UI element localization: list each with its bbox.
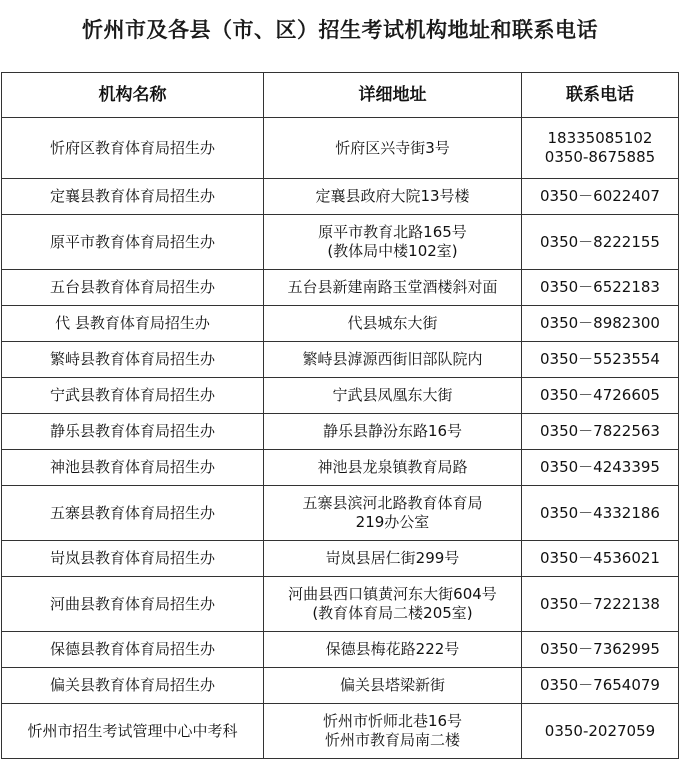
table-row (2, 704, 679, 759)
institution-address (264, 270, 522, 306)
phone-number: 18335085102 (547, 129, 653, 147)
phone-number: 0350－4726605 (540, 386, 660, 404)
institution-name: 代 县教育体育局招生办 (2, 306, 264, 342)
column-header-phone: 联系电话 (522, 73, 679, 118)
institution-address (264, 632, 522, 668)
institution-address (264, 179, 522, 215)
institution-name: 五台县教育体育局招生办 (2, 270, 264, 306)
table-row (2, 541, 679, 577)
table-row (2, 632, 679, 668)
address-line: 原平市教育北路165号 (318, 223, 467, 241)
phone-number: 0350－4243395 (540, 458, 660, 476)
phone-number: 0350-8675885 (544, 148, 656, 166)
institution-address (264, 450, 522, 486)
institution-address (264, 342, 522, 378)
phone-number: 0350－6522183 (540, 278, 660, 296)
institution-address (264, 668, 522, 704)
institution-name: 静乐县教育体育局招生办 (2, 414, 264, 450)
phone-number: 0350－7362995 (540, 640, 660, 658)
address-line: 忻府区兴寺街3号 (335, 138, 450, 157)
column-header-name: 机构名称 (2, 73, 264, 118)
contact-table (1, 72, 679, 759)
institution-phone (522, 118, 679, 179)
column-header-address: 详细地址 (264, 73, 522, 118)
institution-phone (522, 541, 679, 577)
address-line: 偏关县塔梁新街 (339, 676, 445, 694)
institution-name: 繁峙县教育体育局招生办 (2, 342, 264, 378)
institution-name: 忻府区教育体育局招生办 (2, 118, 264, 179)
institution-name: 保德县教育体育局招生办 (2, 632, 264, 668)
institution-address (264, 414, 522, 450)
institution-address (264, 306, 522, 342)
table-header-row (2, 73, 679, 118)
address-line: 宁武县凤凰东大街 (332, 386, 453, 404)
institution-name: 偏关县教育体育局招生办 (2, 668, 264, 704)
table-row (2, 342, 679, 378)
address-line: (教育体育局二楼205室) (312, 604, 473, 622)
address-line: 五台县新建南路玉堂酒楼斜对面 (287, 278, 498, 296)
institution-name: 原平市教育体育局招生办 (2, 215, 264, 270)
address-line: 河曲县西口镇黄河东大街604号 (288, 585, 497, 603)
phone-number: 0350－8982300 (540, 314, 660, 332)
phone-number: 0350－8222155 (540, 232, 660, 251)
phone-number: 0350－7654079 (540, 676, 660, 694)
phone-number: 0350－7822563 (540, 422, 660, 440)
institution-phone (522, 270, 679, 306)
address-line: 保德县梅花路222号 (325, 640, 460, 658)
institution-phone (522, 215, 679, 270)
institution-address (264, 704, 522, 759)
institution-name: 忻州市招生考试管理中心中考科 (2, 704, 264, 759)
table-row (2, 215, 679, 270)
institution-address (264, 541, 522, 577)
table-row (2, 270, 679, 306)
institution-address (264, 486, 522, 541)
table-row (2, 179, 679, 215)
institution-phone (522, 414, 679, 450)
institution-phone (522, 306, 679, 342)
table-row (2, 118, 679, 179)
table-row (2, 306, 679, 342)
address-line: 繁峙县滹源西街旧部队院内 (302, 350, 483, 368)
table-row (2, 378, 679, 414)
page-title: 忻州市及各县（市、区）招生考试机构地址和联系电话 (82, 17, 598, 42)
table-row (2, 486, 679, 541)
institution-name: 五寨县教育体育局招生办 (2, 486, 264, 541)
institution-name: 神池县教育体育局招生办 (2, 450, 264, 486)
table-row (2, 414, 679, 450)
institution-phone (522, 450, 679, 486)
institution-address (264, 378, 522, 414)
address-line: 定襄县政府大院13号楼 (315, 187, 470, 205)
address-line: 静乐县静汾东路16号 (322, 422, 463, 440)
institution-phone (522, 668, 679, 704)
institution-address (264, 215, 522, 270)
institution-phone (522, 342, 679, 378)
table-row (2, 450, 679, 486)
institution-phone (522, 486, 679, 541)
address-line: 忻州市教育局南二楼 (324, 731, 460, 749)
address-line: 代县城东大街 (347, 314, 438, 332)
table-row (2, 577, 679, 632)
institution-address (264, 577, 522, 632)
table-row (2, 668, 679, 704)
phone-number: 0350－4536021 (540, 549, 660, 567)
phone-number: 0350－6022407 (540, 187, 660, 205)
address-line: 五寨县滨河北路教育体育局 (302, 494, 483, 512)
phone-number: 0350-2027059 (544, 721, 656, 740)
institution-phone (522, 179, 679, 215)
phone-number: 0350－7222138 (540, 594, 660, 613)
institution-phone (522, 704, 679, 759)
phone-number: 0350－4332186 (540, 503, 660, 522)
institution-phone (522, 632, 679, 668)
institution-name: 宁武县教育体育局招生办 (2, 378, 264, 414)
institution-address (264, 118, 522, 179)
address-line: (教体局中楼102室) (327, 242, 458, 260)
address-line: 忻州市忻师北巷16号 (322, 712, 463, 730)
phone-number: 0350－5523554 (540, 350, 660, 368)
address-line: 219办公室 (355, 513, 430, 531)
address-line: 岢岚县居仁街299号 (325, 549, 460, 567)
institution-name: 河曲县教育体育局招生办 (2, 577, 264, 632)
address-line: 神池县龙泉镇教育局路 (317, 458, 468, 476)
institution-name: 岢岚县教育体育局招生办 (2, 541, 264, 577)
institution-phone (522, 378, 679, 414)
institution-name: 定襄县教育体育局招生办 (2, 179, 264, 215)
institution-phone (522, 577, 679, 632)
